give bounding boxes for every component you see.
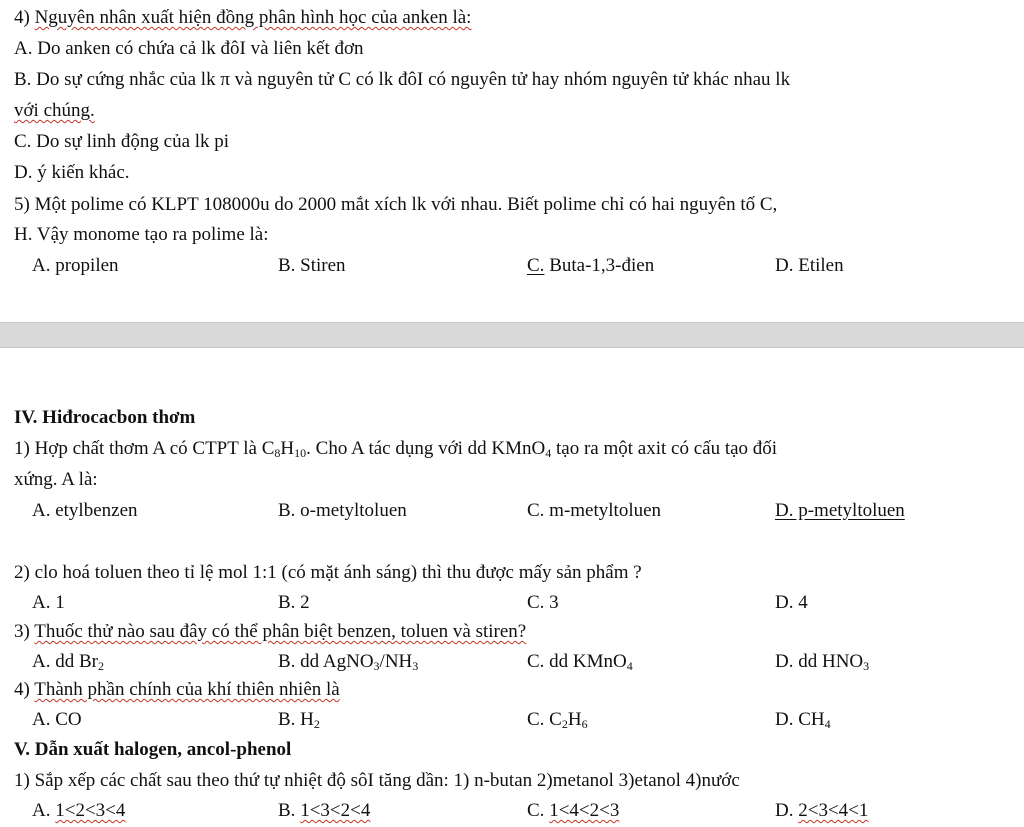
option-c: C. Do sự linh động của lk pi (14, 131, 230, 152)
option-d: D. 4 (775, 592, 808, 613)
section-heading: V. Dẫn xuất halogen, ancol-phenol (14, 739, 292, 760)
option-d: D. 2<3<4<1 (775, 800, 869, 821)
question-5-line2: H. Vậy monome tạo ra polime là: (14, 224, 269, 245)
question-1-stem: 1) Sắp xếp các chất sau theo thứ tự nhiệt độ sôI tăng dần: 1) n-butan 2)metanol 3)etanol 4)nước (14, 770, 740, 791)
option-b: B. o-metyltoluen (278, 500, 407, 521)
option-d-answer: D. p-metyltoluen (775, 500, 905, 521)
option-c: C. m-metyltoluen (527, 500, 662, 521)
option-b: B. Stiren (278, 255, 346, 276)
option-d: D. $CH_4$ (775, 709, 831, 731)
option-a: A. dd $Br_2$ (32, 651, 104, 673)
option-c: C. $C_2H_6$ (527, 709, 588, 731)
option-b: B. $H_2$ (278, 709, 320, 731)
option-a: A. 1 (32, 592, 65, 613)
option-b-line1: B. Do sự cứng nhắc của lk π và nguyên tử C có lk đôI có nguyên tử hay nhóm nguyên tử khác nhau lk (14, 69, 791, 90)
option-a: A. etylbenzen (32, 500, 138, 521)
option-c: C. 3 (527, 592, 559, 613)
option-b: B. 2 (278, 592, 310, 613)
option-a: A. CO (32, 709, 82, 730)
section-heading: IV. Hiđrocacbon thơm (14, 407, 196, 428)
option-c: C. 1<4<2<3 (527, 800, 620, 821)
question-4-stem: 4) Thành phần chính của khí thiên nhiên là (14, 679, 340, 700)
option-d: D. ý kiến khác. (14, 162, 130, 183)
answer-text: Buta-1,3-đien (544, 255, 655, 276)
page-break-divider (0, 322, 1024, 348)
option-c: C. dd KMnO$_4$ (527, 651, 633, 673)
question-5-line1: 5) Một polime có KLPT 108000u do 2000 mắt xích lk với nhau. Biết polime chỉ có hai nguyên tố C, (14, 194, 778, 215)
option-c-answer (527, 254, 654, 278)
option-a: A. propilen (32, 255, 119, 276)
question-number: 4) (14, 7, 35, 28)
question-1-line1: 1) Hợp chất thơm A có CTPT là $C_8H_{10}$. Cho A tác dụng với dd KMnO$_4$ tạo ra một axit có cấu tạo đối (14, 438, 778, 460)
option-b: B. 1<3<2<4 (278, 800, 371, 821)
question-1-line2: xứng. A là: (14, 469, 98, 490)
option-b: B. dd $AgNO_3/NH_3$ (278, 651, 419, 673)
question-text: Nguyên nhân xuất hiện đồng phân hình học của anken là: (34, 7, 472, 28)
question-2-stem: 2) clo hoá toluen theo tỉ lệ mol 1:1 (có mặt ánh sáng) thì thu được mấy sản phẩm ? (14, 562, 642, 583)
question-4-stem (14, 6, 471, 30)
answer-letter: C. (527, 255, 545, 276)
option-d: D. dd $HNO_3$ (775, 651, 870, 673)
option-a: A. Do anken có chứa cả lk đôI và liên kết đơn (14, 38, 364, 59)
option-b-line2: với chúng. (14, 100, 95, 121)
option-d: D. Etilen (775, 255, 844, 276)
option-a: A. 1<2<3<4 (32, 800, 126, 821)
question-3-stem: 3) Thuốc thử nào sau đây có thể phân biệt benzen, toluen và stiren? (14, 621, 527, 642)
